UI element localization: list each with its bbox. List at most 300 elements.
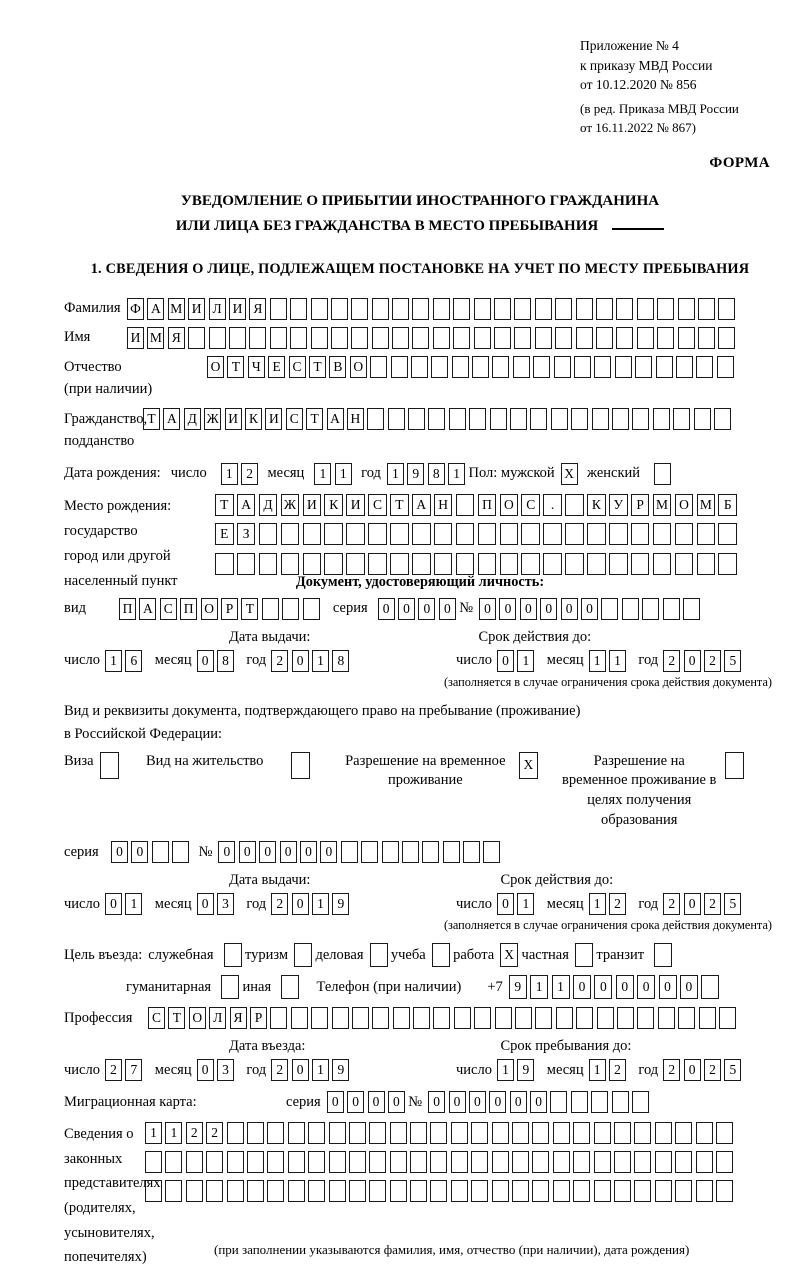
form-cell[interactable] xyxy=(259,553,278,575)
form-cell[interactable] xyxy=(653,523,672,545)
form-cell[interactable] xyxy=(551,408,568,430)
form-cell[interactable]: Ж xyxy=(204,408,221,430)
form-cell[interactable] xyxy=(410,1180,427,1202)
form-cell[interactable]: 2 xyxy=(241,463,258,485)
form-cell[interactable] xyxy=(614,1151,631,1173)
form-cell[interactable] xyxy=(494,298,511,320)
form-cell[interactable] xyxy=(676,356,693,378)
form-cell[interactable]: 2 xyxy=(206,1122,223,1144)
form-cell[interactable] xyxy=(259,523,278,545)
form-cell[interactable] xyxy=(697,523,716,545)
form-cell[interactable] xyxy=(535,1007,552,1029)
form-cell[interactable]: 7 xyxy=(125,1059,142,1081)
form-cell[interactable] xyxy=(368,553,387,575)
form-cell[interactable]: 0 xyxy=(594,975,612,999)
form-cell[interactable]: К xyxy=(587,494,606,516)
form-cell[interactable] xyxy=(215,553,234,575)
form-cell[interactable] xyxy=(554,356,571,378)
form-cell[interactable] xyxy=(532,1180,549,1202)
form-cell[interactable] xyxy=(656,356,673,378)
form-cell[interactable] xyxy=(469,408,486,430)
form-cell[interactable] xyxy=(555,298,572,320)
form-cell[interactable] xyxy=(601,598,618,620)
form-cell[interactable]: 0 xyxy=(573,975,591,999)
form-cell[interactable]: 1 xyxy=(517,650,534,672)
form-cell[interactable]: У xyxy=(609,494,628,516)
form-cell[interactable]: 1 xyxy=(448,463,465,485)
form-cell[interactable] xyxy=(565,523,584,545)
form-cell[interactable] xyxy=(716,1151,733,1173)
form-cell[interactable] xyxy=(515,1007,532,1029)
form-cell[interactable]: 0 xyxy=(111,841,128,863)
form-cell[interactable] xyxy=(576,327,593,349)
form-cell[interactable]: 9 xyxy=(332,893,349,915)
form-cell[interactable] xyxy=(510,408,527,430)
form-cell[interactable] xyxy=(346,553,365,575)
form-cell[interactable] xyxy=(453,327,470,349)
form-cell[interactable] xyxy=(543,523,562,545)
form-cell[interactable] xyxy=(718,523,737,545)
form-cell[interactable] xyxy=(434,553,453,575)
form-cell[interactable]: 5 xyxy=(724,650,741,672)
form-cell[interactable] xyxy=(453,298,470,320)
form-cell[interactable] xyxy=(697,553,716,575)
form-cell[interactable] xyxy=(311,298,328,320)
form-cell[interactable] xyxy=(521,553,540,575)
form-cell[interactable] xyxy=(471,1151,488,1173)
form-cell[interactable] xyxy=(535,298,552,320)
form-cell[interactable] xyxy=(410,1151,427,1173)
form-cell[interactable]: 0 xyxy=(449,1091,466,1113)
form-cell[interactable]: 2 xyxy=(271,893,288,915)
form-cell[interactable]: 0 xyxy=(616,975,634,999)
form-cell[interactable] xyxy=(556,1007,573,1029)
form-cell[interactable] xyxy=(390,553,409,575)
form-cell[interactable] xyxy=(622,598,639,620)
form-cell[interactable] xyxy=(576,298,593,320)
form-cell[interactable]: Р xyxy=(631,494,650,516)
form-cell[interactable] xyxy=(637,1007,654,1029)
form-cell[interactable] xyxy=(433,1007,450,1029)
form-cell[interactable] xyxy=(227,1151,244,1173)
form-cell[interactable]: 8 xyxy=(428,463,445,485)
form-cell[interactable] xyxy=(303,553,322,575)
form-cell[interactable] xyxy=(594,1151,611,1173)
form-cell[interactable] xyxy=(351,298,368,320)
form-cell[interactable] xyxy=(456,523,475,545)
form-cell[interactable] xyxy=(247,1151,264,1173)
form-cell[interactable] xyxy=(696,1151,713,1173)
form-cell[interactable]: Р xyxy=(221,598,238,620)
form-cell[interactable] xyxy=(474,1007,491,1029)
form-cell[interactable] xyxy=(434,523,453,545)
form-cell[interactable]: 0 xyxy=(292,650,309,672)
form-cell[interactable]: 0 xyxy=(684,893,701,915)
form-cell[interactable] xyxy=(229,327,246,349)
form-cell[interactable] xyxy=(553,1122,570,1144)
form-cell[interactable] xyxy=(329,1122,346,1144)
form-cell[interactable] xyxy=(430,1151,447,1173)
form-cell[interactable] xyxy=(631,553,650,575)
form-cell[interactable] xyxy=(571,408,588,430)
form-cell[interactable] xyxy=(294,943,312,967)
form-cell[interactable]: Л xyxy=(209,298,226,320)
form-cell[interactable] xyxy=(331,327,348,349)
form-cell[interactable] xyxy=(370,943,388,967)
form-cell[interactable] xyxy=(532,1122,549,1144)
form-cell[interactable] xyxy=(370,356,387,378)
form-cell[interactable]: 0 xyxy=(497,893,514,915)
form-cell[interactable] xyxy=(654,943,672,967)
form-cell[interactable]: 0 xyxy=(439,598,456,620)
form-cell[interactable]: Т xyxy=(143,408,160,430)
form-cell[interactable] xyxy=(388,408,405,430)
form-cell[interactable]: 1 xyxy=(312,1059,329,1081)
form-cell[interactable] xyxy=(288,1151,305,1173)
form-cell[interactable]: Е xyxy=(268,356,285,378)
form-cell[interactable]: 8 xyxy=(217,650,234,672)
form-cell[interactable] xyxy=(635,356,652,378)
form-cell[interactable] xyxy=(555,327,572,349)
form-cell[interactable] xyxy=(675,1122,692,1144)
form-cell[interactable] xyxy=(247,1180,264,1202)
form-cell[interactable] xyxy=(494,327,511,349)
form-cell[interactable] xyxy=(324,553,343,575)
form-cell[interactable] xyxy=(372,298,389,320)
form-cell[interactable] xyxy=(521,523,540,545)
form-cell[interactable] xyxy=(390,1122,407,1144)
form-cell[interactable]: В xyxy=(329,356,346,378)
form-cell[interactable] xyxy=(351,327,368,349)
form-cell[interactable] xyxy=(390,1180,407,1202)
form-cell[interactable] xyxy=(725,752,744,779)
form-cell[interactable]: О xyxy=(201,598,218,620)
form-cell[interactable] xyxy=(587,523,606,545)
form-cell[interactable]: 0 xyxy=(388,1091,405,1113)
form-cell[interactable] xyxy=(474,327,491,349)
form-cell[interactable] xyxy=(663,598,680,620)
form-cell[interactable] xyxy=(262,598,279,620)
form-cell[interactable] xyxy=(596,327,613,349)
form-cell[interactable] xyxy=(209,327,226,349)
form-cell[interactable]: А xyxy=(163,408,180,430)
form-cell[interactable] xyxy=(609,553,628,575)
form-cell[interactable] xyxy=(699,1007,716,1029)
form-cell[interactable] xyxy=(565,553,584,575)
form-cell[interactable]: М xyxy=(147,327,164,349)
form-cell[interactable]: 1 xyxy=(387,463,404,485)
form-cell[interactable]: X xyxy=(519,752,538,779)
form-cell[interactable] xyxy=(617,1007,634,1029)
form-cell[interactable]: А xyxy=(412,494,431,516)
form-cell[interactable]: Т xyxy=(309,356,326,378)
form-cell[interactable]: С xyxy=(289,356,306,378)
form-cell[interactable] xyxy=(206,1180,223,1202)
form-cell[interactable]: 0 xyxy=(398,598,415,620)
form-cell[interactable]: О xyxy=(207,356,224,378)
form-cell[interactable]: К xyxy=(324,494,343,516)
form-cell[interactable]: 0 xyxy=(347,1091,364,1113)
form-cell[interactable] xyxy=(653,408,670,430)
form-cell[interactable]: 2 xyxy=(663,893,680,915)
form-cell[interactable] xyxy=(346,523,365,545)
form-cell[interactable] xyxy=(594,1180,611,1202)
form-cell[interactable] xyxy=(308,1180,325,1202)
form-cell[interactable]: 2 xyxy=(704,1059,721,1081)
form-cell[interactable]: 0 xyxy=(292,1059,309,1081)
form-cell[interactable] xyxy=(433,327,450,349)
form-cell[interactable] xyxy=(719,1007,736,1029)
form-cell[interactable]: 1 xyxy=(335,463,352,485)
form-cell[interactable]: 8 xyxy=(332,650,349,672)
form-cell[interactable]: 1 xyxy=(312,893,329,915)
form-cell[interactable]: 0 xyxy=(131,841,148,863)
form-cell[interactable]: 0 xyxy=(561,598,578,620)
form-cell[interactable] xyxy=(451,1122,468,1144)
form-cell[interactable] xyxy=(573,1122,590,1144)
form-cell[interactable] xyxy=(349,1180,366,1202)
form-cell[interactable] xyxy=(431,356,448,378)
form-cell[interactable]: 6 xyxy=(125,650,142,672)
form-cell[interactable]: Т xyxy=(168,1007,185,1029)
form-cell[interactable] xyxy=(653,553,672,575)
form-cell[interactable]: 0 xyxy=(378,598,395,620)
form-cell[interactable] xyxy=(308,1151,325,1173)
form-cell[interactable]: 5 xyxy=(724,893,741,915)
form-cell[interactable] xyxy=(587,553,606,575)
form-cell[interactable] xyxy=(270,1007,287,1029)
form-cell[interactable]: М xyxy=(653,494,672,516)
form-cell[interactable] xyxy=(367,408,384,430)
form-cell[interactable] xyxy=(512,1151,529,1173)
form-cell[interactable] xyxy=(281,975,299,999)
form-cell[interactable] xyxy=(596,298,613,320)
form-cell[interactable]: 0 xyxy=(327,1091,344,1113)
form-cell[interactable] xyxy=(655,1122,672,1144)
form-cell[interactable] xyxy=(533,356,550,378)
form-cell[interactable] xyxy=(657,327,674,349)
form-cell[interactable] xyxy=(574,356,591,378)
form-cell[interactable]: Я xyxy=(230,1007,247,1029)
form-cell[interactable]: И xyxy=(188,298,205,320)
form-cell[interactable]: 0 xyxy=(418,598,435,620)
form-cell[interactable] xyxy=(701,975,719,999)
form-cell[interactable]: И xyxy=(346,494,365,516)
form-cell[interactable]: 0 xyxy=(479,598,496,620)
form-cell[interactable] xyxy=(530,408,547,430)
form-cell[interactable]: 1 xyxy=(517,893,534,915)
form-cell[interactable] xyxy=(402,841,419,863)
form-cell[interactable] xyxy=(512,1122,529,1144)
form-cell[interactable] xyxy=(352,1007,369,1029)
form-cell[interactable] xyxy=(673,408,690,430)
form-cell[interactable]: О xyxy=(675,494,694,516)
form-cell[interactable]: 0 xyxy=(581,598,598,620)
form-cell[interactable] xyxy=(637,298,654,320)
form-cell[interactable] xyxy=(165,1180,182,1202)
form-cell[interactable] xyxy=(341,841,358,863)
form-cell[interactable]: 1 xyxy=(221,463,238,485)
form-cell[interactable]: Я xyxy=(168,327,185,349)
form-cell[interactable] xyxy=(237,553,256,575)
form-cell[interactable] xyxy=(311,327,328,349)
form-cell[interactable] xyxy=(451,1151,468,1173)
form-cell[interactable] xyxy=(422,841,439,863)
form-cell[interactable] xyxy=(573,1151,590,1173)
form-cell[interactable] xyxy=(361,841,378,863)
form-cell[interactable]: 0 xyxy=(280,841,297,863)
form-cell[interactable] xyxy=(717,356,734,378)
form-cell[interactable]: Н xyxy=(434,494,453,516)
form-cell[interactable] xyxy=(575,943,593,967)
form-cell[interactable]: И xyxy=(265,408,282,430)
form-cell[interactable] xyxy=(332,1007,349,1029)
form-cell[interactable]: 0 xyxy=(530,1091,547,1113)
form-cell[interactable] xyxy=(165,1151,182,1173)
form-cell[interactable] xyxy=(675,523,694,545)
form-cell[interactable] xyxy=(594,356,611,378)
form-cell[interactable]: 0 xyxy=(428,1091,445,1113)
form-cell[interactable]: С xyxy=(148,1007,165,1029)
form-cell[interactable]: Ч xyxy=(248,356,265,378)
form-cell[interactable]: С xyxy=(160,598,177,620)
form-cell[interactable]: 1 xyxy=(530,975,548,999)
form-cell[interactable] xyxy=(614,1180,631,1202)
form-cell[interactable]: Т xyxy=(241,598,258,620)
form-cell[interactable] xyxy=(658,1007,675,1029)
form-cell[interactable] xyxy=(683,598,700,620)
form-cell[interactable] xyxy=(616,298,633,320)
form-cell[interactable] xyxy=(615,356,632,378)
form-cell[interactable] xyxy=(500,523,519,545)
form-cell[interactable]: 1 xyxy=(125,893,142,915)
form-cell[interactable] xyxy=(331,298,348,320)
form-cell[interactable] xyxy=(454,1007,471,1029)
form-cell[interactable] xyxy=(390,523,409,545)
form-cell[interactable] xyxy=(675,1180,692,1202)
form-cell[interactable]: 0 xyxy=(637,975,655,999)
form-cell[interactable] xyxy=(500,553,519,575)
form-cell[interactable] xyxy=(463,841,480,863)
form-cell[interactable] xyxy=(382,841,399,863)
form-cell[interactable]: 9 xyxy=(517,1059,534,1081)
form-cell[interactable]: 1 xyxy=(497,1059,514,1081)
form-cell[interactable] xyxy=(443,841,460,863)
form-cell[interactable]: . xyxy=(543,494,562,516)
form-cell[interactable] xyxy=(678,1007,695,1029)
form-cell[interactable] xyxy=(591,1091,608,1113)
form-cell[interactable]: 1 xyxy=(165,1122,182,1144)
form-cell[interactable] xyxy=(267,1122,284,1144)
form-cell[interactable]: Ж xyxy=(281,494,300,516)
form-cell[interactable] xyxy=(696,356,713,378)
form-cell[interactable] xyxy=(492,1180,509,1202)
form-cell[interactable] xyxy=(597,1007,614,1029)
form-cell[interactable]: Р xyxy=(250,1007,267,1029)
form-cell[interactable] xyxy=(247,1122,264,1144)
form-cell[interactable]: 0 xyxy=(292,893,309,915)
form-cell[interactable]: И xyxy=(225,408,242,430)
form-cell[interactable] xyxy=(716,1180,733,1202)
form-cell[interactable]: С xyxy=(521,494,540,516)
form-cell[interactable] xyxy=(696,1122,713,1144)
form-cell[interactable]: К xyxy=(245,408,262,430)
form-cell[interactable]: 0 xyxy=(197,1059,214,1081)
form-cell[interactable]: С xyxy=(368,494,387,516)
form-cell[interactable]: 0 xyxy=(197,650,214,672)
form-cell[interactable] xyxy=(349,1122,366,1144)
form-cell[interactable]: 0 xyxy=(520,598,537,620)
form-cell[interactable] xyxy=(288,1122,305,1144)
form-cell[interactable]: С xyxy=(286,408,303,430)
form-cell[interactable] xyxy=(716,1122,733,1144)
form-cell[interactable] xyxy=(290,298,307,320)
form-cell[interactable] xyxy=(514,327,531,349)
form-cell[interactable] xyxy=(642,598,659,620)
form-cell[interactable]: 2 xyxy=(609,893,626,915)
form-cell[interactable] xyxy=(514,298,531,320)
form-cell[interactable] xyxy=(372,327,389,349)
form-cell[interactable] xyxy=(612,408,629,430)
form-cell[interactable]: 1 xyxy=(589,650,606,672)
form-cell[interactable] xyxy=(471,1180,488,1202)
form-cell[interactable] xyxy=(535,327,552,349)
form-cell[interactable] xyxy=(392,327,409,349)
form-cell[interactable]: Т xyxy=(215,494,234,516)
form-cell[interactable]: 2 xyxy=(663,1059,680,1081)
form-cell[interactable]: Д xyxy=(259,494,278,516)
form-cell[interactable]: 1 xyxy=(609,650,626,672)
form-cell[interactable] xyxy=(288,1180,305,1202)
form-cell[interactable] xyxy=(369,1180,386,1202)
form-cell[interactable] xyxy=(311,1007,328,1029)
form-cell[interactable]: 0 xyxy=(300,841,317,863)
form-cell[interactable] xyxy=(694,408,711,430)
form-cell[interactable] xyxy=(145,1180,162,1202)
form-cell[interactable]: 0 xyxy=(368,1091,385,1113)
form-cell[interactable] xyxy=(369,1151,386,1173)
form-cell[interactable]: 2 xyxy=(271,1059,288,1081)
form-cell[interactable] xyxy=(433,298,450,320)
form-cell[interactable] xyxy=(594,1122,611,1144)
form-cell[interactable] xyxy=(270,298,287,320)
form-cell[interactable] xyxy=(393,1007,410,1029)
form-cell[interactable]: А xyxy=(237,494,256,516)
form-cell[interactable]: 1 xyxy=(312,650,329,672)
form-cell[interactable]: П xyxy=(478,494,497,516)
form-cell[interactable]: 1 xyxy=(589,1059,606,1081)
form-cell[interactable] xyxy=(412,553,431,575)
form-cell[interactable] xyxy=(532,1151,549,1173)
form-cell[interactable] xyxy=(303,598,320,620)
form-cell[interactable] xyxy=(492,1151,509,1173)
form-cell[interactable] xyxy=(655,1151,672,1173)
form-cell[interactable]: 0 xyxy=(469,1091,486,1113)
form-cell[interactable]: 0 xyxy=(105,893,122,915)
form-cell[interactable] xyxy=(632,1091,649,1113)
form-cell[interactable]: Т xyxy=(306,408,323,430)
form-cell[interactable] xyxy=(456,494,475,516)
form-cell[interactable] xyxy=(329,1151,346,1173)
form-cell[interactable] xyxy=(490,408,507,430)
form-cell[interactable] xyxy=(152,841,169,863)
form-cell[interactable]: 9 xyxy=(407,463,424,485)
form-cell[interactable] xyxy=(698,298,715,320)
form-cell[interactable] xyxy=(512,1180,529,1202)
form-cell[interactable]: 9 xyxy=(509,975,527,999)
form-cell[interactable]: 5 xyxy=(724,1059,741,1081)
form-cell[interactable] xyxy=(714,408,731,430)
